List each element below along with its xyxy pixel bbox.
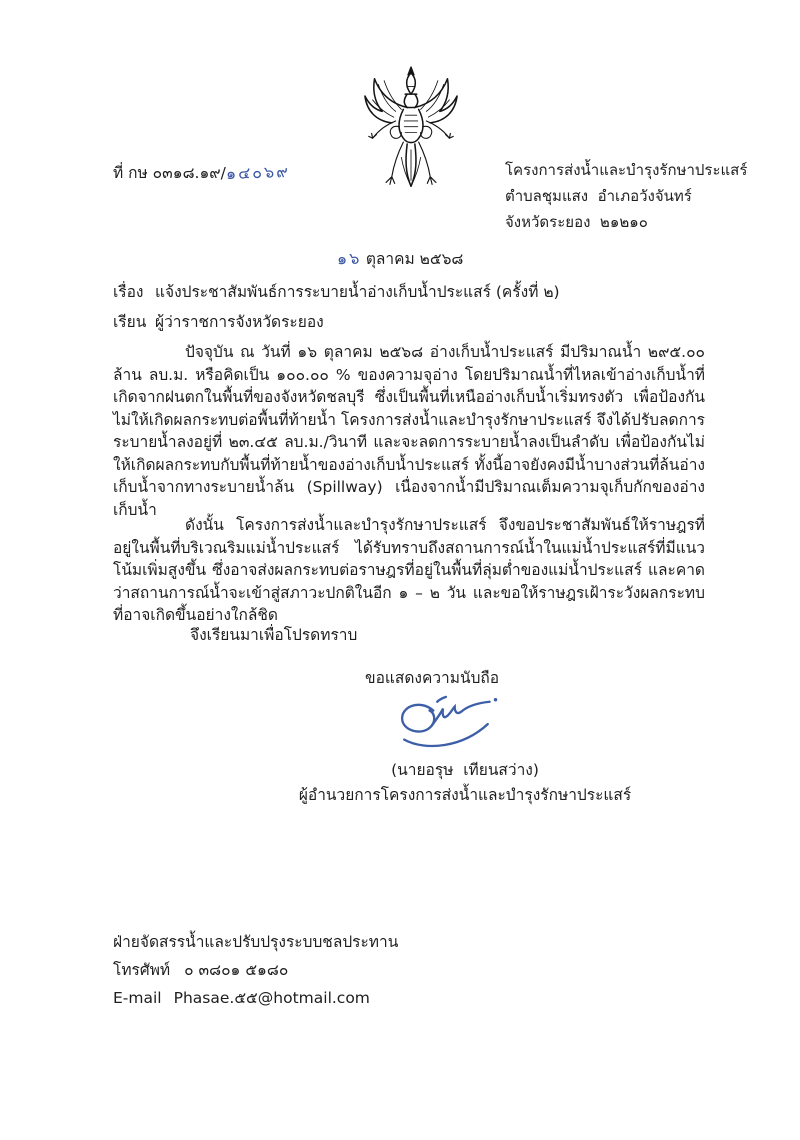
garuda-emblem-icon (363, 64, 459, 201)
respect-line: ขอแสดงความนับถือ (365, 669, 500, 687)
sender-subdistrict-district: ตำบลชุมแสง อำเภอวังจันทร์ (505, 187, 692, 205)
closing-line: จึงเรียนมาเพื่อโปรดทราบ (190, 626, 358, 644)
sender-province-postcode: จังหวัดระยอง ๒๑๒๑๐ (505, 213, 648, 231)
phone-label: โทรศัพท์ (113, 961, 171, 979)
signer-name: (นายอรุษ เทียนสว่าง) (391, 761, 539, 779)
phone-number: ๐ ๓๘๐๑ ๕๑๘๐ (184, 961, 289, 979)
recipient-text: ผู้ว่าราชการจังหวัดระยอง (155, 313, 324, 331)
handwritten-signature-icon (385, 693, 505, 761)
signer-title: ผู้อำนวยการโครงการส่งน้ำและบำรุงรักษาประแสร์ (298, 786, 632, 804)
email-value: Phasae.๕๕@hotmail.com (173, 989, 370, 1007)
footer-phone-line (113, 956, 613, 984)
recipient-label: เรียน (113, 313, 147, 331)
recipient-line (113, 309, 713, 334)
sender-address-block (505, 157, 775, 235)
body-paragraph-2: ดังนั้น โครงการส่งน้ำและบำรุงรักษาประแสร์ จึงขอประชาสัมพันธ์ให้ราษฎรที่อยู่ในพื้นที่บริเวณริมแม่น้ำประแสร์ ได้รับทราบถึงสถานการณ์น้ำในแม่น้ำประแสร์ที่มีแนวโน้มเพิ่มสูงขึ้น ซึ่งอาจส่งผลกระทบต่อราษฎรที่อยู่ในพื้นที่ลุ่มต่ำของแม่น้ำประแสร์ และคาดว่าสถานการณ์น้ำจะเข้าสู่สภาวะปกติในอีก ๑ – ๒ วัน และขอให้ราษฎรเฝ้าระวังผลกระทบที่อาจเกิดขึ้นอย่างใกล้ชิด (113, 516, 705, 624)
date-line (0, 246, 800, 272)
subject-text: แจ้งประชาสัมพันธ์การระบายน้ำอ่างเก็บน้ำประแสร์ (ครั้งที่ ๒) (155, 283, 560, 301)
reference-number-handwritten: ๑๔๐๖๙ (225, 161, 291, 184)
reference-line (113, 160, 290, 186)
sender-org-name: โครงการส่งน้ำและบำรุงรักษาประแสร์ (505, 161, 748, 179)
body-paragraph-1: ปัจจุบัน ณ วันที่ ๑๖ ตุลาคม ๒๕๖๘ อ่างเก็บน้ำประแสร์ มีปริมาณน้ำ ๒๙๕.๐๐ ล้าน ลบ.ม. หรือคิดเป็น ๑๐๐.๐๐ % ของความจุอ่าง โดยปริมาณน้ำที่ไหลเข้าอ่างเก็บน้ำที่เกิดจากฝนตกในพื้นที่ของจังหวัดชลบุรี ซึ่งเป็นพื้นที่เหนืออ่างเก็บน้ำเริ่มทรงตัว เพื่อป้องกันไม่ให้เกิดผลกระทบต่อพื้นที่ท้ายน้ำ โครงการส่งน้ำและบำรุงรักษาประแสร์ จึงได้ปรับลดการระบายน้ำลงอยู่ที่ ๒๓.๔๕ ลบ.ม./วินาที และจะลดการระบายน้ำลงเป็นลำดับ เพื่อป้องกันไม่ให้เกิดผลกระทบกับพื้นที่ท้ายน้ำของอ่างเก็บน้ำประแสร์ ทั้งนี้อาจยังคงมีน้ำบางส่วนที่ล้นอ่างเก็บน้ำจากทางระบายน้ำล้น (Spillway) เนื่องจากน้ำมีปริมาณเต็มความจุเก็บกักของอ่างเก็บน้ำ (113, 343, 705, 519)
email-label: E-mail (113, 989, 162, 1007)
reference-label: ที่ กษ ๐๓๑๘.๑๙/ (113, 164, 226, 182)
footer-email-line (113, 984, 613, 1012)
footer-contact-block (113, 928, 613, 1012)
subject-line (113, 279, 713, 304)
date-day-handwritten: ๑๖ (336, 248, 362, 269)
footer-department: ฝ่ายจัดสรรน้ำและปรับปรุงระบบชลประทาน (113, 933, 399, 951)
subject-label: เรื่อง (113, 283, 144, 301)
date-month-year: ตุลาคม ๒๕๖๘ (360, 250, 464, 268)
